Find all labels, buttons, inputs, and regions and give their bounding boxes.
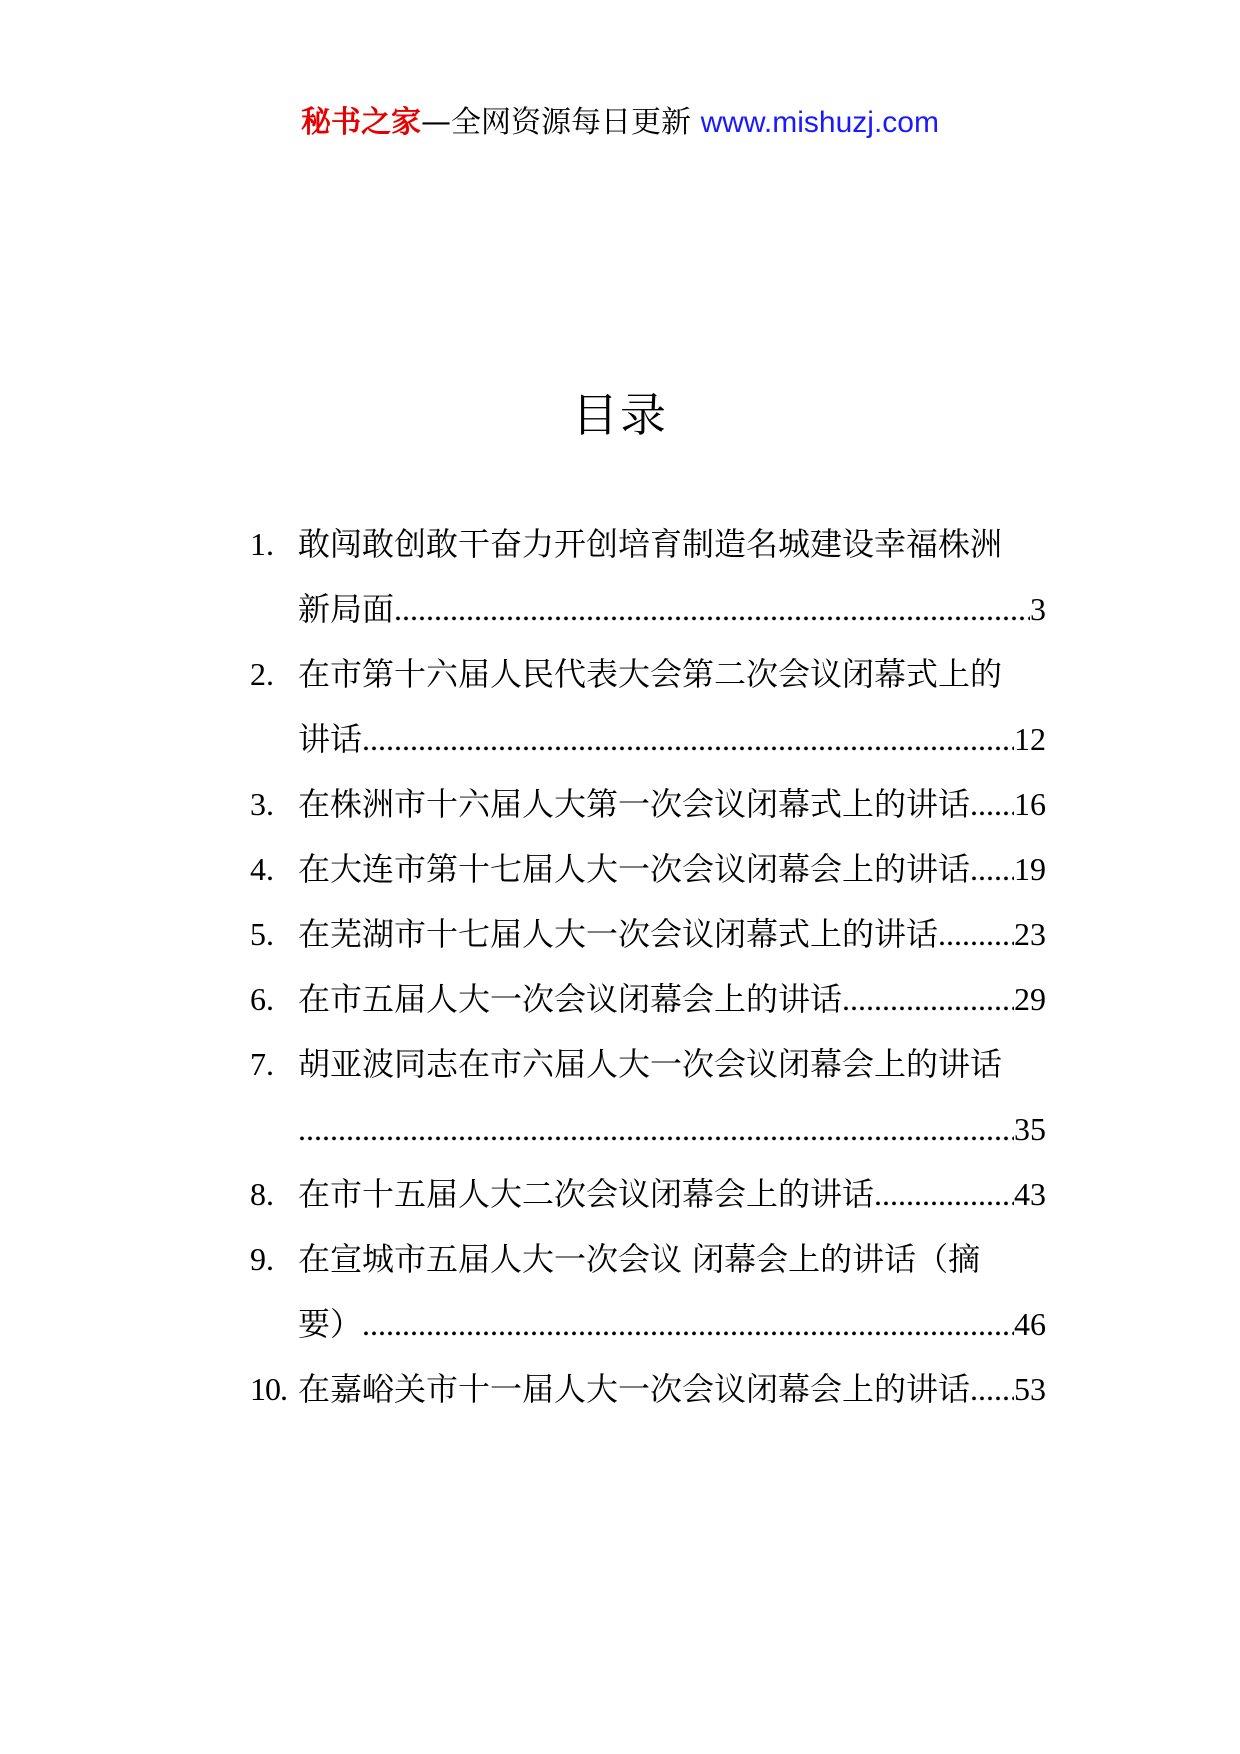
toc-entry-page: 53: [1014, 1371, 1046, 1407]
toc-entry-number: 5.: [250, 916, 274, 952]
toc-entry-title: 在宣城市五届人大一次会议 闭幕会上的讲话（摘: [298, 1240, 981, 1278]
dot-leader: [970, 1366, 1014, 1412]
dot-leader: [362, 1301, 1014, 1347]
toc-entry-page: 3: [1030, 591, 1046, 627]
toc-entry-page: 12: [1014, 721, 1046, 757]
toc-entry[interactable]: [250, 1171, 1046, 1236]
toc-entry[interactable]: [250, 1041, 1046, 1171]
header-tagline: —全网资源每日更新: [421, 105, 701, 140]
toc-entry-title: 在株洲市十六届人大第一次会议闭幕式上的讲话: [298, 785, 971, 823]
toc-entry-title: 在大连市第十七届人大一次会议闭幕会上的讲话: [298, 850, 971, 888]
dot-leader: [970, 846, 1014, 892]
toc-entry-title-cont: 讲话: [298, 720, 363, 758]
site-url-link[interactable]: www.mishuzj.com: [700, 106, 939, 139]
toc-entry[interactable]: [250, 1236, 1046, 1366]
toc-entry-number: 8.: [250, 1176, 274, 1212]
toc-entry-number: 4.: [250, 851, 274, 887]
toc-entry-number: 1.: [250, 526, 274, 562]
toc-title: 目录: [572, 388, 668, 442]
toc-entry-title: 在嘉峪关市十一届人大一次会议闭幕会上的讲话: [298, 1370, 971, 1408]
toc-entry-title: 在市十五届人大二次会议闭幕会上的讲话: [298, 1175, 875, 1213]
toc-entry-page: 16: [1014, 786, 1046, 822]
dot-leader: [874, 1171, 1014, 1217]
toc-entry-title-cont: 要）: [298, 1305, 363, 1343]
toc-entry-page: 23: [1014, 916, 1046, 952]
dot-leader: [970, 781, 1014, 827]
toc-entry-title: 胡亚波同志在市六届人大一次会议闭幕会上的讲话: [298, 1045, 1003, 1083]
toc-entry-title: 敢闯敢创敢干奋力开创培育制造名城建设幸福株洲: [298, 525, 1003, 563]
toc-entry[interactable]: [250, 521, 1046, 651]
dot-leader: [394, 586, 1030, 632]
table-of-contents: [250, 521, 1046, 1431]
toc-entry[interactable]: [250, 781, 1046, 846]
toc-entry-page: 43: [1014, 1176, 1046, 1212]
dot-leader: [842, 976, 1014, 1022]
toc-entry-title: 在市第十六届人民代表大会第二次会议闭幕式上的: [298, 655, 1003, 693]
toc-entry-page: 19: [1014, 851, 1046, 887]
toc-entry-number: 7.: [250, 1046, 274, 1082]
brand-name: 秘书之家: [301, 105, 422, 140]
toc-entry-page: 29: [1014, 981, 1046, 1017]
toc-entry-number: 3.: [250, 786, 274, 822]
toc-entry-page: 46: [1014, 1306, 1046, 1342]
toc-entry-title: 在市五届人大一次会议闭幕会上的讲话: [298, 980, 843, 1018]
dot-leader: [938, 911, 1014, 957]
dot-leader: [362, 716, 1014, 762]
toc-entry-number: 10.: [250, 1371, 287, 1407]
dot-leader: [298, 1106, 1014, 1152]
toc-entry[interactable]: [250, 846, 1046, 911]
toc-entry[interactable]: [250, 911, 1046, 976]
toc-entry-number: 9.: [250, 1241, 274, 1277]
toc-entry[interactable]: [250, 1366, 1046, 1431]
toc-entry[interactable]: [250, 651, 1046, 781]
toc-entry-number: 6.: [250, 981, 274, 1017]
toc-entry-number: 2.: [250, 656, 274, 692]
toc-entry-title: 在芜湖市十七届人大一次会议闭幕式上的讲话: [298, 915, 939, 953]
toc-entry[interactable]: [250, 976, 1046, 1041]
toc-entry-title-cont: 新局面: [298, 590, 395, 628]
site-header: [0, 100, 1240, 146]
toc-entry-page: 35: [1014, 1111, 1046, 1147]
